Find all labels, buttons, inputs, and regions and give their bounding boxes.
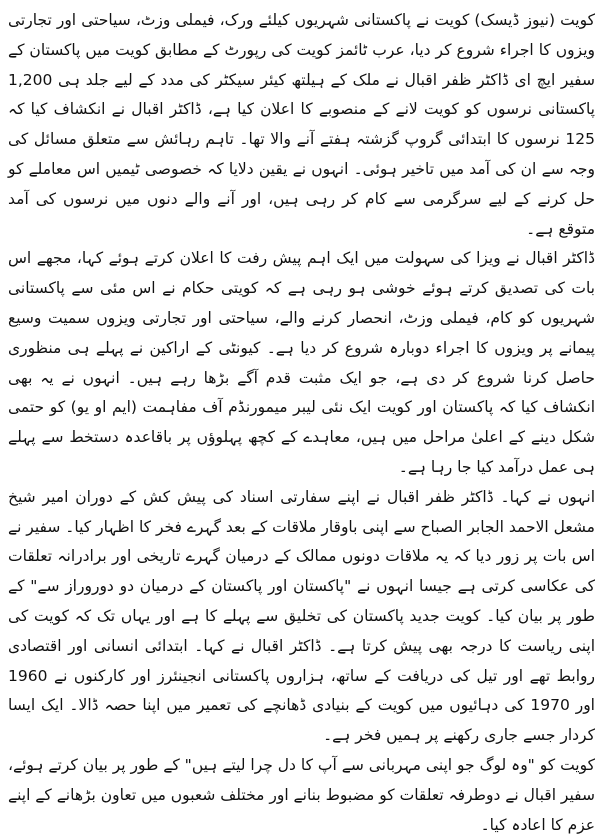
news-article-body	[7, 6, 595, 834]
article-paragraph: انہوں نے کہا۔ ڈاکٹر ظفر اقبال نے اپنے سفارتی اسناد کی پیش کش کے دوران امیر شیخ مشعل الاحمد الجابر الصباح سے اپنی باوقار ملاقات کے بعد گہرے فخر کا اظہار کیا۔ سفیر نے اس بات پر زور دیا کہ یہ ملاقات دونوں ممالک کے درمیان گہرے تاریخی اور برادرانہ تعلقات کی عکاسی کرتی ہے جیسا انہوں نے "پاکستان اور پاکستان کے درمیان دو دوروراز سے" کے طور پر بیان کیا۔ کویت جدید پاکستان کی تخلیق سے پہلے کا ہے اور یہاں تک کہ کویت کی اپنی ریاست کا درجہ بھی پیش کرتا ہے۔ ڈاکٹر اقبال نے کہا۔ ابتدائی انسانی اور اقتصادی روابط تھے اور تیل کی دریافت کے ساتھ، ہزاروں پاکستانی انجینئرز اور کارکنوں نے 1960 اور 1970 کی دہائیوں میں کویت کے بنیادی ڈھانچے کی تعمیر میں اپنا حصہ ڈالا۔ ایک ایسا کردار جسے جاری رکھنے پر ہمیں فخر ہے۔	[7, 487, 595, 745]
article-paragraph: کویت (نیوز ڈیسک) کویت نے پاکستانی شہریوں کیلئے ورک، فیملی وزٹ، سیاحتی اور تجارتی ویزوں کا اجراء شروع کر دیا، عرب ٹائمز کویت کی رپورٹ کے مطابق کویت میں پاکستان کے سفیر ایچ ای ڈاکٹر ظفر اقبال نے ملک کے ہیلتھ کیئر سیکٹر کی مدد کے لیے جلد ہی 1,200 پاکستانی نرسوں کو کویت لانے کے منصوبے کا اعلان کیا ہے، ڈاکٹر اقبال نے انکشاف کیا کہ 125 نرسوں کا ابتدائی گروپ گزشتہ ہفتے آنے والا تھا۔ تاہم رہائش سے متعلق مسائل کی وجہ سے ان کی آمد میں تاخیر ہوئی۔ انہوں نے یقین دلایا کہ خصوصی ٹیمیں اس معاملے کو حل کرنے کے لیے سرگرمی سے کام کر رہی ہیں، اور آنے والے دنوں میں نرسوں کی آمد متوقع ہے۔	[8, 11, 595, 238]
article-paragraph: کویت کو "وہ لوگ جو اپنی مہربانی سے آپ کا دل چرا لیتے ہیں" کے طور پر بیان کرتے ہوئے، سفیر اقبال نے دوطرفہ تعلقات کو مضبوط بنانے اور مختلف شعبوں میں تعاون بڑھانے کے اپنے عزم کا اعادہ کیا۔	[8, 755, 595, 834]
article-paragraph: ڈاکٹر اقبال نے ویزا کی سہولت میں ایک اہم پیش رفت کا اعلان کرتے ہوئے کہا، مجھے اس بات کی تصدیق کرتے ہوئے خوشی ہو رہی ہے کہ کویتی حکام نے اس مئی سے پاکستانی شہریوں کو کام، فیملی وزٹ، انحصار کرنے والے، سیاحتی اور تجارتی ویزوں سمیت وسیع پیمانے پر ویزوں کا اجراء دوبارہ شروع کر دیا ہے۔ کیونٹی کے اراکین نے پہلے ہی منظوری حاصل کرنا شروع کر دی ہے، جو ایک مثبت قدم آگے بڑھا رہے ہیں۔ انہوں نے یہ بھی انکشاف کیا کہ پاکستان اور کویت ایک نئی لیبر میمورنڈم آف مفاہمت (ایم او یو) کو حتمی شکل دینے کے اعلیٰ مراحل میں ہیں، معاہدے کے کچھ پہلوؤں پر باقاعدہ دستخط سے پہلے ہی عمل درآمد کیا جا رہا ہے۔	[8, 249, 595, 476]
